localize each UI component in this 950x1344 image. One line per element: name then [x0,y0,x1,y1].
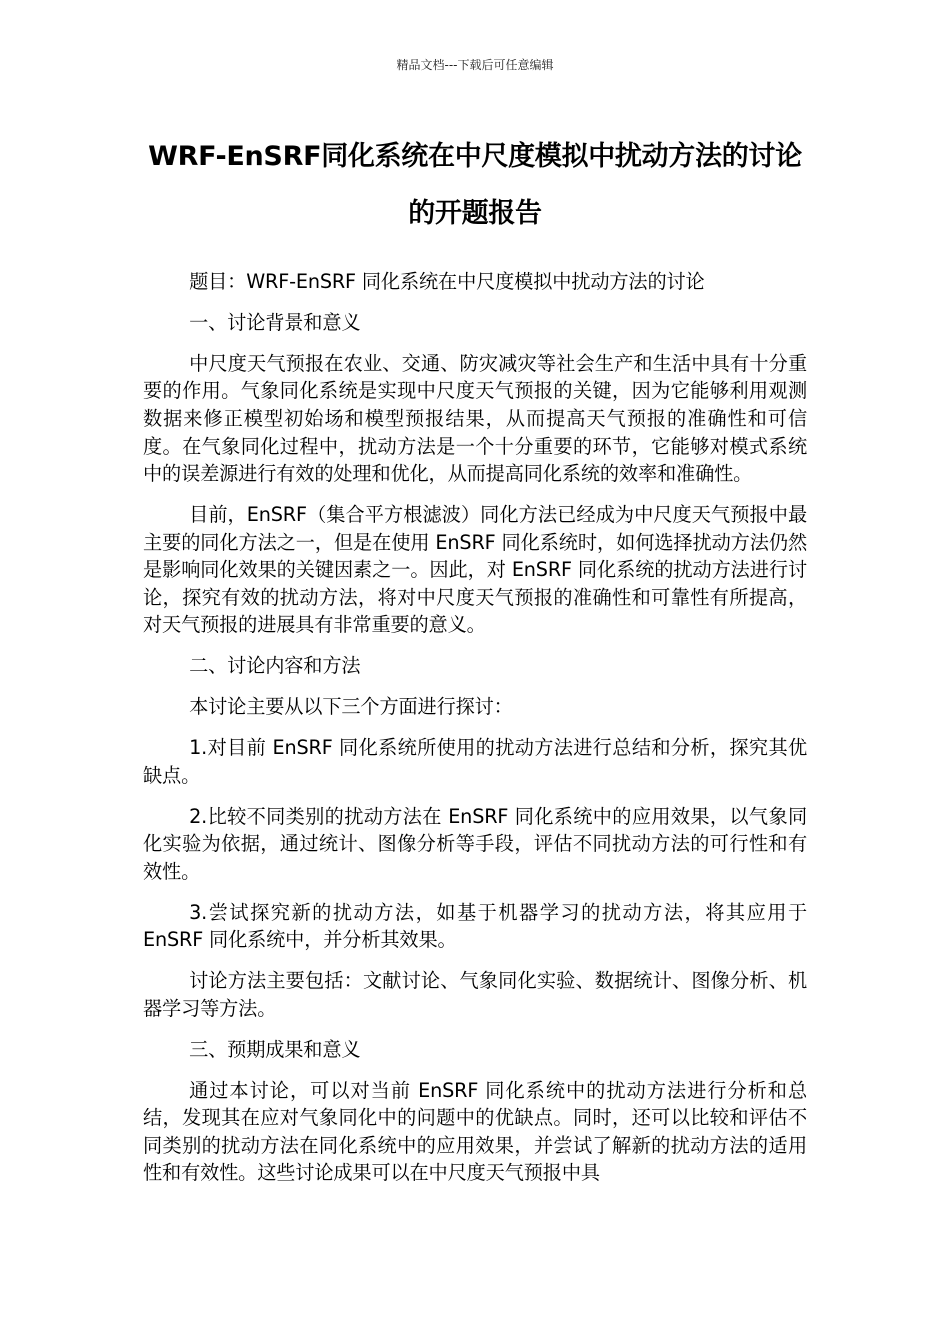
topic-line: 题目：WRF-EnSRF 同化系统在中尺度模拟中扰动方法的讨论 [189,270,705,293]
paragraph-methods: 讨论方法主要包括：文献讨论、气象同化实验、数据统计、图像分析、机器学习等方法。 [143,969,807,1020]
document-title: WRF-EnSRF同化系统在中尺度模拟中扰动方法的讨论的开题报告 [148,141,802,229]
section-heading-background: 一、讨论背景和意义 [189,310,361,334]
paragraph-expected-results: 通过本讨论，可以对当前 EnSRF 同化系统中的扰动方法进行分析和总结，发现其在应对气象同化中的问题中的优缺点。同时，还可以比较和评估不同类别的扰动方法在同化系统中的应用效果，并尝试了解新的扰动方法的适用性和有效性。这些讨论成果可以在中尺度天气预报中具 [143,1078,807,1185]
header-note: 精品文档---下载后可任意编辑 [396,58,554,72]
list-item-1: 1.对目前 EnSRF 同化系统所使用的扰动方法进行总结和分析，探究其优缺点。 [143,736,807,787]
paragraph-background-1: 中尺度天气预报在农业、交通、防灾减灾等社会生产和生活中具有十分重要的作用。气象同化系统是实现中尺度天气预报的关键，因为它能够利用观测数据来修正模型初始场和模型预报结果，从而提高天气预报的准确性和可信度。在气象同化过程中，扰动方法是一个十分重要的环节，它能够对模式系统中的误差源进行有效的处理和优化，从而提高同化系统的效率和准确性。 [143,351,807,486]
document-body [143,268,807,1200]
section-heading-expected-results: 三、预期成果和意义 [189,1037,361,1061]
section-heading-content-methods: 二、讨论内容和方法 [189,654,361,678]
paragraph-background-2: 目前，EnSRF（集合平方根滤波）同化方法已经成为中尺度天气预报中最主要的同化方法之一，但是在使用 EnSRF 同化系统时，如何选择扰动方法仍然是影响同化效果的关键因素之一。因此，对 EnSRF 同化系统的扰动方法进行讨论，探究有效的扰动方法，将对中尺度天气预报的准确性和可靠性有所提高，对天气预报的进展具有非常重要的意义。 [143,503,807,637]
list-item-3: 3.尝试探究新的扰动方法，如基于机器学习的扰动方法，将其应用于 EnSRF 同化系统中，并分析其效果。 [143,900,807,952]
list-item-2: 2.比较不同类别的扰动方法在 EnSRF 同化系统中的应用效果，以气象同化实验为依据，通过统计、图像分析等手段，评估不同扰动方法的可行性和有效性。 [143,804,807,883]
paragraph-content-intro: 本讨论主要从以下三个方面进行探讨： [189,695,513,719]
